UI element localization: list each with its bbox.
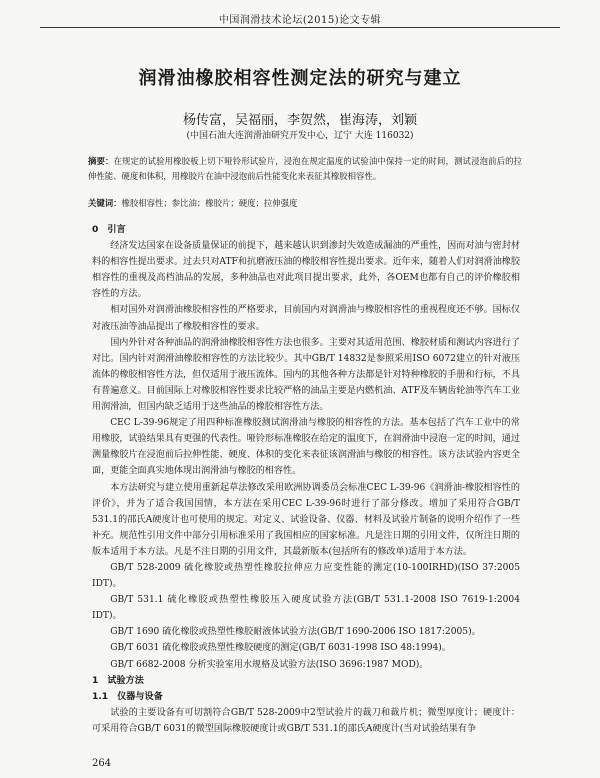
abstract — [88, 154, 522, 184]
keywords-label: 关键词： — [88, 198, 122, 208]
authors: 杨传富，吴福丽，李贺然，崔海涛，刘颖 — [182, 113, 417, 128]
paragraph-6: 试验的主要设备有可切割符合GB/T 528-2009中2型试验片的裁刀和裁片机；微型厚度计；硬度计：可采用符合GB/T 6031的微型国际橡胶硬度计或GB/T 531.1的邵氏A硬度计(当对试验结果有争 — [92, 707, 520, 734]
paragraph-1: 经济发达国家在设备质量保证的前提下，越来越认识到渗封失效造成漏油的严重性，因而对油与密封材料的相容性提出要求。过去只对ATF和抗磨液压油的橡胶相容性提出要求。近年来，随着人们对润滑油橡胶相容性的重视及高档油品的发展，多种油品也对此项目提出要求，此外，各OEM也都有自己的评价橡胶相容性的方法。 — [92, 241, 520, 300]
body-text — [92, 222, 520, 737]
keywords — [88, 197, 522, 210]
reference-4: GB/T 6031 硫化橡胶或热塑性橡胶硬度的测定(GB/T 6031-1998 ISO 48:1994)。 — [110, 643, 451, 654]
reference-5: GB/T 6682-2008 分析实验室用水规格及试验方法(ISO 3696:1987 MOD)。 — [110, 659, 429, 670]
running-header: 中国润滑技术论坛(2015)论文专辑 — [218, 15, 382, 26]
paper-title: 润滑油橡胶相容性测定法的研究与建立 — [138, 68, 462, 89]
page-number: 264 — [92, 758, 112, 769]
section-heading-methods: 1 试验方法 — [92, 675, 144, 686]
abstract-text: 在规定的试验用橡胶板上切下哑铃形试验片，浸泡在规定温度的试验油中保持一定的时间，测试浸泡前后的拉伸性能、硬度和体积，用橡胶片在油中浸泡前后性能变化来表征其橡胶相容性。 — [88, 156, 523, 181]
subsection-heading-equipment: 1.1 仪器与设备 — [92, 691, 163, 702]
abstract-label: 摘要： — [88, 156, 114, 166]
section-heading-intro: 0 引言 — [92, 225, 126, 235]
paragraph-2: 相对国外对润滑油橡胶相容性的严格要求，目前国内对润滑油与橡胶相容性的重视程度还不够。国标仅对液压油等油品提出了橡胶相容性的要求。 — [92, 305, 520, 332]
reference-2: GB/T 531.1 硫化橡胶或热塑性橡胶压入硬度试验方法(GB/T 531.1-2008 ISO 7619-1:2004 IDT)。 — [92, 595, 520, 622]
keywords-text: 橡胶相容性；参比油；橡胶片；硬度；拉伸强度 — [121, 198, 298, 208]
paragraph-5: 本方法研究与建立使用重新起草法修改采用欧洲协调委员会标准CEC L-39-96《润滑油-橡胶相容性的评价》，并为了适合我国国情，本方法在采用CEC L-39-96时进行了部分修改。增加了采用符合GB/T 531.1的邵氏A硬度计也可使用的规定。对定义、试验设备、仪器、材料及试验片制备的说明介绍作了一些补充。规范性引用文件中部分引用标准采用了我国相应的国家标准。凡是注日期的引用文件，仅所注日期的版本适用于本方法。凡是不注日期的引用文件，其最新版本(包括所有的修改单)适用于本方法。 — [92, 482, 520, 557]
header-rule — [40, 27, 560, 28]
reference-1: GB/T 528-2009 硫化橡胶或热塑性橡胶拉伸应力应变性能的测定(10-100IRHD)(ISO 37:2005 IDT)。 — [92, 562, 520, 590]
reference-3: GB/T 1690 硫化橡胶或热塑性橡胶耐液体试验方法(GB/T 1690-2006 ISO 1817:2005)。 — [110, 627, 481, 638]
paragraph-3: 国内外针对各种油品的润滑油橡胶相容性方法也很多。主要对其适用范围、橡胶材质和测试内容进行了对比。国内针对润滑油橡胶相容性的方法比较少。其中GB/T 14832是参照采用ISO 6072建立的针对液压流体的橡胶相容性方法，但仅适用于液压流体。国内的其他各种方法都是针对特种橡胶的手册和行标，不具有普遍意义。目前国际上对橡胶相容性要求比较严格的油品主要是内燃机油、ATF及车辆齿轮油等汽车工业用润滑油，但国内缺乏适用于这些油品的橡胶相容性方法。 — [92, 337, 520, 413]
affiliation: (中国石油大连润滑油研究开发中心，辽宁 大连 116032) — [186, 131, 414, 141]
paragraph-4: CEC L-39-96规定了用四种标准橡胶测试润滑油与橡胶的相容性的方法。基本包括了汽车工业中的常用橡胶，试验结果具有更强的代表性。哑铃形标准橡胶在给定的温度下，在润滑油中浸泡一定的时间，通过测量橡胶片在浸泡前后拉伸性能、硬度、体积的变化来表征该润滑油与橡胶的相容性。该方法试验内容更全面，更能全面真实地体现出润滑油与橡胶的相容性。 — [92, 418, 520, 477]
